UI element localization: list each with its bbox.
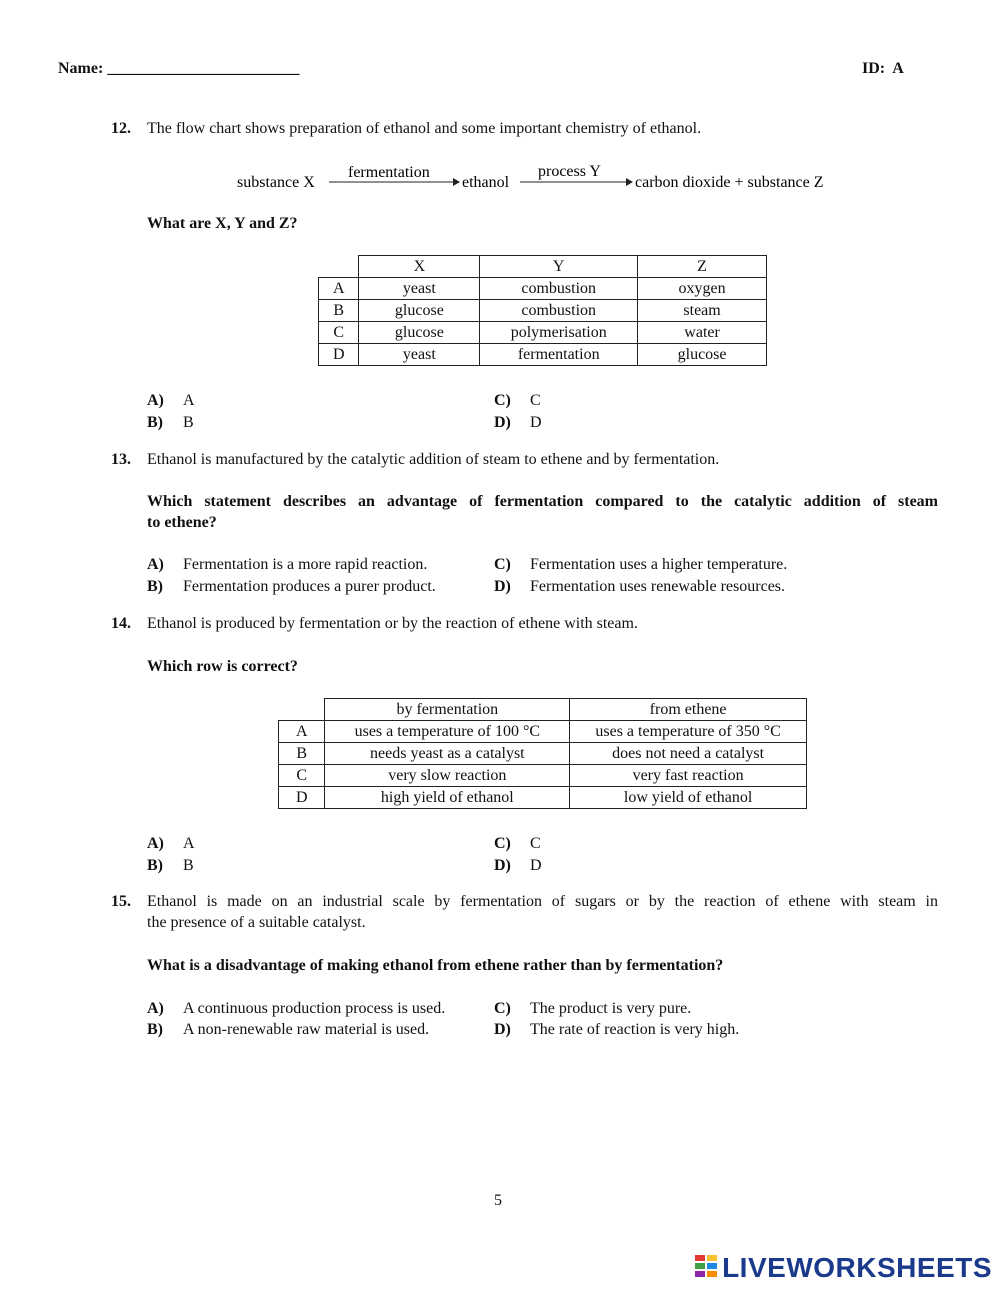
q13-option-c[interactable]: C) Fermentation uses a higher temperature. — [494, 556, 788, 573]
table-row: B needs yeast as a catalyst does not need a catalyst — [279, 743, 807, 765]
q13-option-a[interactable]: A) Fermentation is a more rapid reaction. — [147, 556, 428, 573]
q15-question: What is a disadvantage of making ethanol from ethene rather than by fermentation? — [147, 957, 724, 974]
flow-arrowhead2 — [626, 178, 633, 186]
q12-option-d[interactable]: D) D — [494, 414, 542, 431]
q12-text: The flow chart shows preparation of ethanol and some important chemistry of ethanol. — [147, 120, 702, 137]
q14-option-b[interactable]: B) B — [147, 857, 194, 874]
q14-table — [278, 698, 807, 809]
q14-option-a[interactable]: A) A — [147, 835, 195, 852]
q13-text: Ethanol is manufactured by the catalytic addition of steam to ethene and by fermentation. — [147, 451, 720, 468]
flow-middle: ethanol — [462, 174, 510, 191]
name-field: Name: ________________________ — [58, 60, 300, 77]
q12-table — [318, 255, 767, 366]
q13-question-line2: to ethene? — [147, 514, 217, 531]
flow-end: carbon dioxide + substance Z — [635, 174, 824, 191]
flow-arrow1-label: fermentation — [348, 164, 430, 181]
table-row: D high yield of ethanol low yield of ethanol — [279, 787, 807, 809]
table-header-row: X Y Z — [319, 256, 767, 278]
id-field: ID: A — [862, 60, 904, 77]
name-blank[interactable]: ________________________ — [107, 60, 300, 77]
q12-option-c[interactable]: C) C — [494, 392, 541, 409]
q14-text: Ethanol is produced by fermentation or by the reaction of ethene with steam. — [147, 615, 638, 632]
table-header-row: by fermentation from ethene — [279, 699, 807, 721]
table-row: C very slow reaction very fast reaction — [279, 765, 807, 787]
q15-text-line2: the presence of a suitable catalyst. — [147, 914, 366, 931]
liveworksheets-logo-text: LIVEWORKSHEETS — [722, 1252, 992, 1283]
q12-option-b[interactable]: B) B — [147, 414, 194, 431]
table-row: C glucose polymerisation water — [319, 322, 767, 344]
q15-option-a[interactable]: A) A continuous production process is used. — [147, 1000, 446, 1017]
q12-number: 12. — [111, 120, 131, 137]
table-row: D yeast fermentation glucose — [319, 344, 767, 366]
q12-option-a[interactable]: A) A — [147, 392, 195, 409]
flow-arrowhead1 — [453, 178, 460, 186]
liveworksheets-logo-icon — [695, 1255, 719, 1281]
table-row: B glucose combustion steam — [319, 300, 767, 322]
liveworksheets-logo[interactable] — [695, 1253, 992, 1283]
q14-number: 14. — [111, 615, 131, 632]
page-number: 5 — [494, 1192, 502, 1209]
flow-arrow2-label: process Y — [538, 163, 601, 180]
q13-number: 13. — [111, 451, 131, 468]
q15-text-line1: Ethanol is made on an industrial scale by fermentation of sugars or by the reaction of ethene with steam in — [147, 893, 938, 910]
q13-option-b[interactable]: B) Fermentation produces a purer product. — [147, 578, 436, 595]
q15-option-c[interactable]: C) The product is very pure. — [494, 1000, 692, 1017]
q13-question-line1: Which statement describes an advantage of fermentation compared to the catalytic addition of steam — [147, 493, 938, 510]
q14-question: Which row is correct? — [147, 658, 298, 675]
table-row: A yeast combustion oxygen — [319, 278, 767, 300]
q15-number: 15. — [111, 893, 131, 910]
q13-option-d[interactable]: D) Fermentation uses renewable resources. — [494, 578, 786, 595]
q12-flow-chart — [237, 160, 857, 200]
q12-question: What are X, Y and Z? — [147, 215, 298, 232]
flow-start: substance X — [237, 174, 315, 191]
q14-option-c[interactable]: C) C — [494, 835, 541, 852]
q15-option-d[interactable]: D) The rate of reaction is very high. — [494, 1021, 740, 1038]
q14-option-d[interactable]: D) D — [494, 857, 542, 874]
q15-option-b[interactable]: B) A non-renewable raw material is used. — [147, 1021, 430, 1038]
table-row: A uses a temperature of 100 °C uses a temperature of 350 °C — [279, 721, 807, 743]
